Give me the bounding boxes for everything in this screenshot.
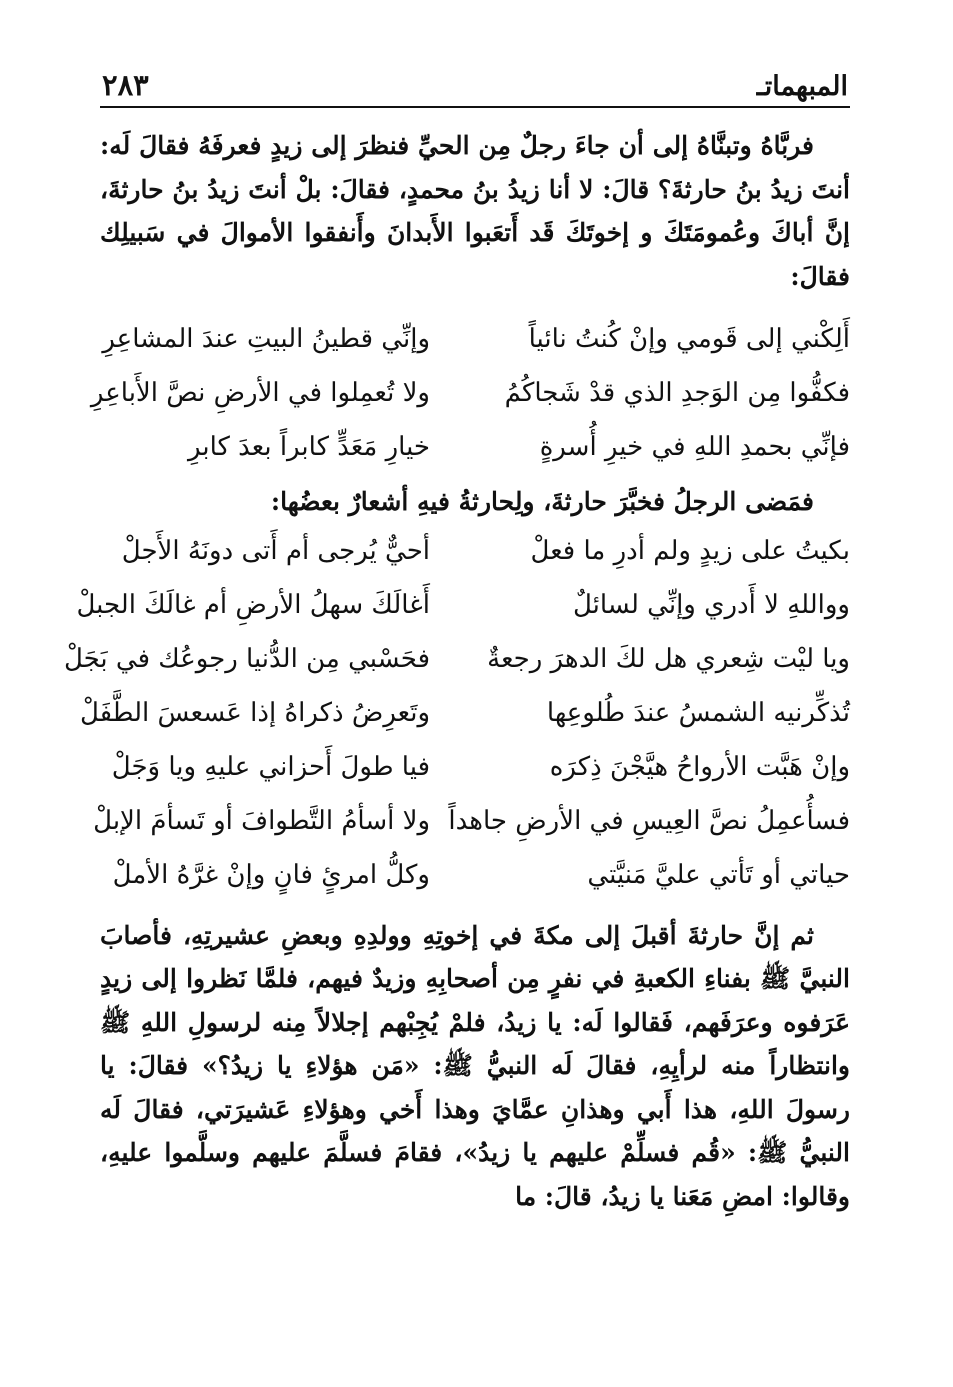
page-number: ٢٨٣	[102, 68, 149, 102]
first-hemistich: بكيتُ على زيدٍ ولم أدرِ ما فعلْ	[530, 535, 850, 566]
second-hemistich: وكلُّ امرئٍ فانٍ وإنْ غرَّهُ الأملْ	[112, 859, 430, 890]
running-title: المبهماتـ	[756, 71, 848, 102]
verse-line	[100, 312, 850, 366]
second-hemistich: فحَسْبي مِن الدُّنيا رجوعُك في بَجَلْ	[63, 643, 430, 674]
second-hemistich: أَغالَكَ سهلُ الأرضِ أم غالَكَ الجبلْ	[76, 589, 430, 620]
verse-line	[100, 740, 850, 794]
first-hemistich: فكفُّوا مِن الوَجدِ الذي قدْ شَجاكُمُ	[504, 378, 850, 408]
verse-line	[76, 578, 850, 632]
first-hemistich: وواللهِ لا أَدري وإنِّي لسائلٌ	[572, 589, 850, 620]
transition-paragraph: فمَضى الرجلُ فخبَّرَ حارثةَ، ولِحارثةُ فيهِ أشعارٌ بعضُها:	[270, 487, 814, 516]
opening-paragraph: فربَّاهُ وتبنَّاهُ إلى أن جاءَ رجلٌ مِن الحيِّ فنظرَ إلى زيدٍ فعرفَهُ فقالَ لَه: أنتَ زيدُ بنُ حارثةَ؟ قالَ: لا أنا زيدُ بنُ محمدٍ، فقالَ: بلْ أنتَ زيدُ بنُ حارثةَ، إنَّ أباكَ وعُمومَتَكَ و إخوتَكَ قَد أَتعَبوا الأَبدانَ وأَنفقوا الأموالَ في سَبيلِك فقالَ:	[100, 131, 850, 291]
second-hemistich: ولا أسأمُ التَّطوافَ أو تَسأمَ الإبلْ	[93, 805, 430, 836]
book-page	[63, 62, 850, 1218]
second-hemistich: وتَعرِضُ ذكراهُ إذا عَسعسَ الطَّفَلْ	[79, 697, 430, 728]
verse-line	[79, 686, 850, 740]
page-header	[100, 62, 850, 108]
closing-paragraph: ثم إنَّ حارثةَ أقبلَ إلى مكةَ في إخوتِهِ وولدِهِ وبعضِ عشيرتِهِ، فأصابَ النبيَّ ﷺ بفناءِ الكعبةِ في نفرٍ مِن أصحابِهِ وزيدٌ فيهم، فلمَّا نَظروا إلى زيدٍ عَرَفوه وعرَفَهم، فَقالوا لَه: يا زيدُ، فلمْ يُجِبْهم إجلالاً مِنه لرسولِ اللهِ ﷺ وانتظاراً منه لرأيِهِ، فقالَ لَه النبيُّ ﷺ: «مَن هؤلاءِ يا زيدُ؟» فقالَ: يا رسولَ اللهِ، هذا أَبي وهذانِ عمَّايَ وهذا أَخي وهؤلاءِ عَشيرَتي، فقالَ لَه النبيُّ ﷺ: «قُم فسلِّمْ عليهم يا زيدُ»، فقامَ فسلَّمَ عليهم وسلَّموا عليهِ، وقالوا: امضِ مَعَنا يا زيدُ، قالَ: ما	[100, 920, 850, 1211]
poem-zayd	[90, 312, 850, 474]
second-hemistich: فيا طولَ أَحزاني عليهِ ويا وَجَلْ	[111, 751, 430, 782]
verse-line	[93, 794, 850, 848]
first-hemistich: وإنْ هَبَّت الأرواحُ هيَّجْنَ ذِكرَه	[549, 751, 850, 782]
first-hemistich: حياتي أو تَأتي عليَّ مَنيَّتي	[587, 859, 850, 890]
verse-line	[100, 524, 850, 578]
first-hemistich: فسأُعمِلُ نصَّ العِيسِ في الأرضِ جاهداً	[448, 805, 850, 836]
verse-line	[100, 848, 850, 902]
poem-haritha	[63, 524, 850, 902]
second-hemistich: أحيٌّ يُرجى أم أَتى دونَهُ الأَجلْ	[121, 535, 430, 566]
first-hemistich: تُذكِّرنيه الشمسُ عندَ طُلوعِها	[546, 697, 850, 728]
first-hemistich: أَلِكْني إلى قَومي وإنْ كُنتُ نائياً	[528, 324, 850, 354]
second-hemistich: ولا تُعمِلوا في الأرضِ نصَّ الأَباعِرِ	[90, 378, 430, 408]
first-hemistich: فإنِّي بحمدِ اللهِ في خيرِ أُسرةٍ	[539, 432, 850, 462]
first-hemistich: ويا ليْت شِعري هل لكَ الدهرَ رجعةٌ	[487, 643, 850, 674]
second-hemistich: وإنِّي قطينُ البيتِ عندَ المشاعِرِ	[102, 324, 430, 354]
verse-line	[90, 366, 850, 420]
verse-line	[63, 632, 850, 686]
second-hemistich: خيارِ مَعَدٍّ كابراً بعدَ كابرِ	[188, 432, 430, 462]
verse-line	[100, 420, 850, 474]
